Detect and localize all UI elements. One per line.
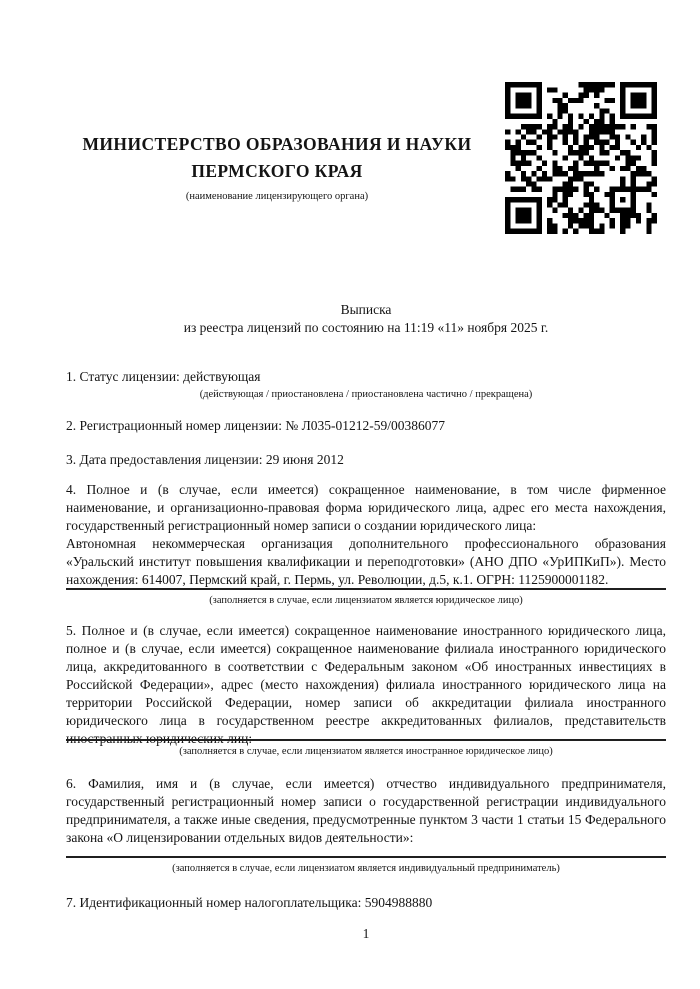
registration-number-line: 2. Регистрационный номер лицензии: № Л035-01212-59/00386077 [66,418,446,433]
ministry-name-line2: ПЕРМСКОГО КРАЯ [191,161,363,181]
grant-date-line: 3. Дата предоставления лицензии: 29 июня 2012 [66,452,344,467]
ministry-name-line1: МИНИСТЕРСТВО ОБРАЗОВАНИЯ И НАУКИ [82,134,472,154]
page-number: 1 [362,926,370,941]
qr-code-image [500,77,662,239]
document-subtitle: из реестра лицензий по состоянию на 11:19 «11» ноября 2025 г. [183,320,549,335]
licensing-authority-header [64,131,490,203]
legal-entity-prompt: 4. Полное и (в случае, если имеется) сокращенное наименование, в том числе фирменное наименование, и организационно-правовая форма юридического лица, адрес его места нахождения, государственный регистрационный номер записи о создании юридического лица: [66,482,666,533]
foreign-entity-prompt: 5. Полное и (в случае, если имеется) сокращенное наименование иностранного юридического лица, полное и (в случае, если имеется) сокращенное наименование филиала иностранного юридического лица, аккредитованного в соответствии с Федеральным законом «Об иностранных инвестициях в Российской Федерации», адрес (место нахождения) филиала иностранного юридического лица на территории Российской Федерации, номер записи об аккредитации филиала иностранного юридического лица в государственном реестре аккредитованных филиалов, представительств иностранных юридических лиц: [66,623,666,746]
foreign-entity-caption: (заполняется в случае, если лицензиатом является иностранное юридическое лицо) [179,746,553,757]
legal-entity-section [66,481,666,589]
license-status-line: 1. Статус лицензии: действующая [66,369,261,384]
entrepreneur-section [66,775,666,847]
inn-line: 7. Идентификационный номер налогоплательщика: 5904988880 [66,895,433,910]
ministry-name-caption: (наименование лицензирующего органа) [185,191,369,202]
fill-in-line-entrepreneur [66,856,666,858]
fill-in-line-legal-entity [66,588,666,590]
foreign-entity-section [66,622,666,748]
legal-entity-caption: (заполняется в случае, если лицензиатом является юридическое лицо) [209,595,523,606]
fill-in-line-foreign-entity [66,739,666,741]
document-title: Выписка [340,302,392,317]
qr-code [500,77,662,239]
document-title-block [66,301,666,337]
entrepreneur-prompt: 6. Фамилия, имя и (в случае, если имеется) отчество индивидуального предпринимателя, государственный регистрационный номер записи о государственной регистрации индивидуального предпринимателя, а также иные сведения, предусмотренные пунктом 3 части 1 статьи 15 Федерального закона «О лицензировании отдельных видов деятельности»: [66,776,666,845]
entrepreneur-caption: (заполняется в случае, если лицензиатом является индивидуальный предприниматель) [172,863,560,874]
license-status-caption: (действующая / приостановлена / приостановлена частично / прекращена) [199,389,533,400]
legal-entity-value: Автономная некоммерческая организация дополнительного профессионального образования «Уральский институт повышения квалификации и переподготовки» (АНО ДПО «УрИПКиП»). Место нахождения: 614007, Пермский край, г. Пермь, ул. Революции, д.5, к.1. ОГРН: 1125900001182. [66,536,666,587]
